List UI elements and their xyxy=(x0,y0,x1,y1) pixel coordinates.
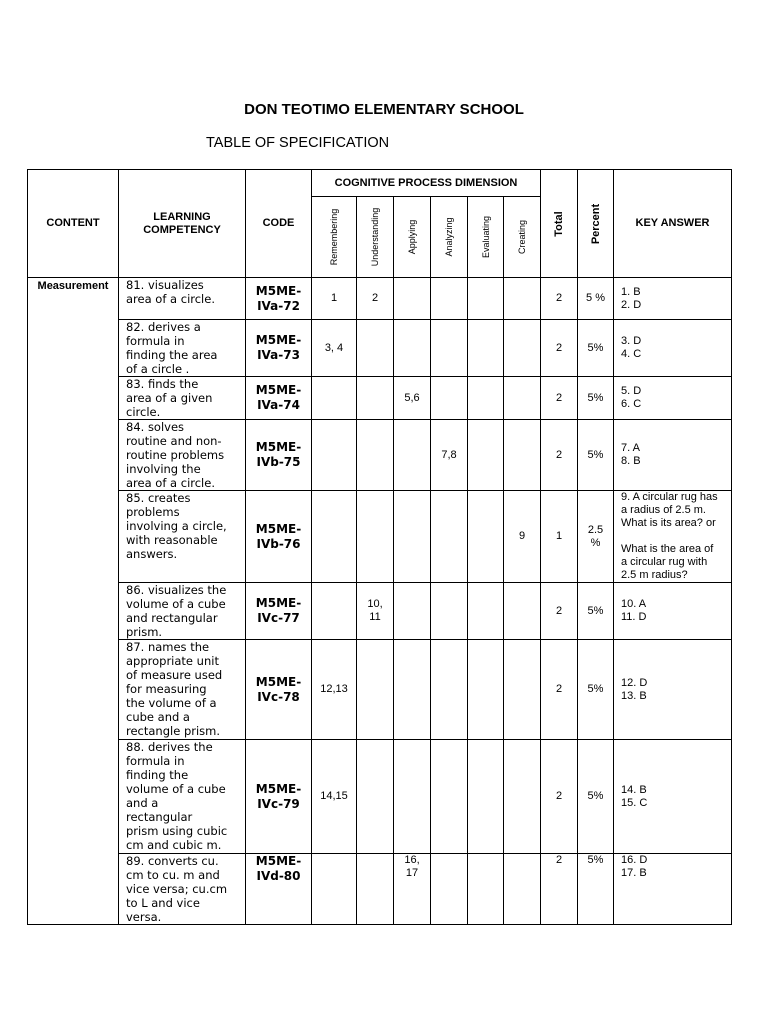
percent-cell xyxy=(578,583,614,640)
code-line: M5ME- xyxy=(255,674,302,689)
understanding-cell xyxy=(357,583,394,640)
applying-item: 17 xyxy=(405,867,419,879)
key-answer-line: 12. D xyxy=(621,676,648,689)
key-answer-line: 16. D xyxy=(621,854,648,866)
key-answer-line: 2. D xyxy=(621,298,642,311)
competency-line: rectangle prism. xyxy=(126,724,221,738)
key-answer-line: What is the area of xyxy=(621,543,714,555)
analyzing-cell xyxy=(431,740,468,854)
school-name: DON TEOTIMO ELEMENTARY SCHOOL xyxy=(244,101,524,118)
remembering-cell xyxy=(312,583,357,640)
key-answer-line: 4. C xyxy=(621,348,642,360)
competency-line: routine and non- xyxy=(126,434,222,448)
code-cell xyxy=(246,854,312,925)
code-line: M5ME- xyxy=(255,283,302,298)
competency-line: prism. xyxy=(126,625,163,639)
competency-line: routine problems xyxy=(126,448,225,462)
understanding-cell xyxy=(357,740,394,854)
total-header-label: Total xyxy=(553,210,565,237)
key-answer-line: 15. C xyxy=(621,796,648,809)
percent-cell xyxy=(578,420,614,491)
key-answer-cell xyxy=(614,377,732,420)
key-answer-cell xyxy=(614,854,732,925)
competency-line: area of a given xyxy=(126,391,213,405)
competency-line: 89. converts cu. xyxy=(126,854,219,868)
understanding-cell xyxy=(357,278,394,320)
level-label: Evaluating xyxy=(480,215,491,259)
total-cell: 2 xyxy=(541,740,578,854)
code-header: CODE xyxy=(246,170,312,278)
code-line: M5ME- xyxy=(255,596,302,610)
table-row xyxy=(28,583,732,640)
code-line: M5ME- xyxy=(255,333,302,347)
analyzing-cell xyxy=(431,491,468,583)
understanding-item: 2 xyxy=(371,292,379,304)
remembering-cell xyxy=(312,377,357,420)
code-line: IVb-76 xyxy=(256,536,301,551)
key-answer-line xyxy=(621,530,727,543)
table-row xyxy=(28,377,732,420)
code-line: M5ME- xyxy=(255,383,302,397)
key-answer-line: What is its area? or xyxy=(621,517,716,529)
competency-line: 87. names the xyxy=(126,640,210,654)
creating-cell xyxy=(504,640,541,740)
code-line: M5ME- xyxy=(255,440,302,454)
competency-cell xyxy=(119,320,246,377)
remembering-item: 12,13 xyxy=(320,683,348,695)
code-line: IVc-77 xyxy=(257,611,300,625)
percent-line: 5% xyxy=(587,604,604,617)
competency-cell xyxy=(119,583,246,640)
competency-line: involving the xyxy=(126,462,201,476)
header-row-1 xyxy=(28,170,732,197)
creating-cell xyxy=(504,278,541,320)
remembering-cell xyxy=(312,420,357,491)
percent-line: % xyxy=(590,536,601,549)
competency-line: area of a circle. xyxy=(126,476,215,490)
competency-line: formula in xyxy=(126,754,185,768)
competency-line: problems xyxy=(126,505,180,519)
total-cell: 2 xyxy=(541,320,578,377)
competency-line: finding the xyxy=(126,768,189,782)
key-answer-header: KEY ANSWER xyxy=(614,170,732,278)
total-header xyxy=(541,170,578,278)
competency-line: 83. finds the xyxy=(126,377,199,391)
percent-line: 5% xyxy=(587,341,604,354)
percent-line: 5% xyxy=(587,391,604,404)
competency-line: formula in xyxy=(126,334,185,348)
level-creating xyxy=(504,197,541,278)
code-line: IVa-72 xyxy=(257,298,300,313)
competency-line: the volume of a xyxy=(126,696,217,710)
competency-line: volume of a cube xyxy=(126,782,226,796)
competency-line: 84. solves xyxy=(126,420,185,434)
key-answer-line: 5. D xyxy=(621,385,642,397)
total-cell: 2 xyxy=(541,420,578,491)
code-cell xyxy=(246,377,312,420)
table-row xyxy=(28,640,732,740)
applying-cell xyxy=(394,420,431,491)
remembering-item: 1 xyxy=(330,292,338,304)
code-line: IVa-74 xyxy=(257,398,300,412)
code-line: M5ME- xyxy=(255,854,302,868)
applying-cell xyxy=(394,583,431,640)
competency-line: 85. creates xyxy=(126,491,191,505)
competency-cell xyxy=(119,377,246,420)
competency-cell xyxy=(119,640,246,740)
content-header: CONTENT xyxy=(28,170,119,278)
competency-line: vice versa; cu.cm xyxy=(126,882,228,896)
competency-line: of measure used xyxy=(126,668,223,682)
evaluating-cell xyxy=(468,740,504,854)
level-understanding xyxy=(357,197,394,278)
key-answer-line: 10. A xyxy=(621,598,647,610)
competency-line: involving a circle, xyxy=(126,519,227,533)
total-cell: 2 xyxy=(541,377,578,420)
code-line: IVc-78 xyxy=(257,689,300,704)
level-label: Remembering xyxy=(329,208,339,266)
table-row xyxy=(28,491,732,583)
level-analyzing xyxy=(431,197,468,278)
level-label: Analyzing xyxy=(444,217,454,257)
key-answer-cell xyxy=(614,320,732,377)
code-cell xyxy=(246,278,312,320)
evaluating-cell xyxy=(468,377,504,420)
competency-line: rectangular xyxy=(126,810,193,824)
competency-cell xyxy=(119,420,246,491)
analyzing-cell xyxy=(431,320,468,377)
remembering-cell xyxy=(312,320,357,377)
percent-cell xyxy=(578,491,614,583)
key-answer-line: 13. B xyxy=(621,689,647,702)
understanding-item: 10, xyxy=(367,598,383,610)
understanding-cell xyxy=(357,377,394,420)
percent-header xyxy=(578,170,614,278)
competency-line: to L and vice xyxy=(126,896,200,910)
creating-cell xyxy=(504,491,541,583)
evaluating-cell xyxy=(468,583,504,640)
code-cell xyxy=(246,420,312,491)
competency-cell xyxy=(119,740,246,854)
applying-cell xyxy=(394,320,431,377)
analyzing-item: 7,8 xyxy=(441,448,457,461)
key-answer-cell xyxy=(614,740,732,854)
code-line: M5ME- xyxy=(255,521,302,536)
code-cell xyxy=(246,491,312,583)
analyzing-cell xyxy=(431,377,468,420)
percent-line: 5% xyxy=(587,790,604,802)
code-line: IVc-79 xyxy=(257,796,300,811)
code-line: IVa-73 xyxy=(257,348,300,362)
remembering-item: 3, 4 xyxy=(324,341,344,354)
creating-cell xyxy=(504,377,541,420)
creating-cell xyxy=(504,854,541,925)
competency-line: of a circle . xyxy=(126,362,190,376)
cognitive-process-header: COGNITIVE PROCESS DIMENSION xyxy=(312,170,541,197)
key-answer-line: 9. A circular rug has xyxy=(621,491,718,503)
level-label: Applying xyxy=(407,219,417,255)
competency-line: cube and a xyxy=(126,710,190,724)
key-answer-line: 3. D xyxy=(621,335,642,347)
percent-header-label: Percent xyxy=(589,203,602,244)
creating-item: 9 xyxy=(518,530,526,542)
competency-line: 86. visualizes the xyxy=(126,583,227,597)
evaluating-cell xyxy=(468,420,504,491)
percent-cell xyxy=(578,640,614,740)
applying-cell xyxy=(394,377,431,420)
key-answer-line: 7. A xyxy=(621,442,640,454)
total-cell: 2 xyxy=(541,854,578,925)
percent-cell xyxy=(578,278,614,320)
table-row xyxy=(28,420,732,491)
analyzing-cell xyxy=(431,278,468,320)
key-answer-cell xyxy=(614,420,732,491)
key-answer-line: a radius of 2.5 m. xyxy=(621,504,706,516)
competency-line: and a xyxy=(126,796,159,810)
applying-item: 5,6 xyxy=(404,391,420,404)
key-answer-line: 2.5 m radius? xyxy=(621,569,688,581)
competency-cell xyxy=(119,491,246,583)
total-cell: 2 xyxy=(541,583,578,640)
evaluating-cell xyxy=(468,640,504,740)
percent-line: 5 % xyxy=(586,292,605,304)
analyzing-cell xyxy=(431,854,468,925)
document-title: TABLE OF SPECIFICATION xyxy=(206,135,390,151)
creating-cell xyxy=(504,320,541,377)
competency-line: area of a circle. xyxy=(126,292,215,306)
understanding-cell xyxy=(357,491,394,583)
key-answer-line: 8. B xyxy=(621,455,641,467)
competency-cell xyxy=(119,278,246,320)
creating-cell xyxy=(504,740,541,854)
understanding-cell xyxy=(357,320,394,377)
key-answer-line: 1. B xyxy=(621,285,641,298)
competency-line: answers. xyxy=(126,547,178,561)
code-line: IVb-75 xyxy=(256,455,301,469)
table-row xyxy=(28,320,732,377)
percent-line: 5% xyxy=(587,683,604,695)
table-body xyxy=(28,278,732,925)
competency-line: 82. derives a xyxy=(126,320,201,334)
total-cell: 1 xyxy=(541,491,578,583)
applying-cell xyxy=(394,640,431,740)
remembering-item: 14,15 xyxy=(320,790,348,802)
level-evaluating xyxy=(468,197,504,278)
level-remembering xyxy=(312,197,357,278)
percent-cell xyxy=(578,320,614,377)
applying-cell xyxy=(394,740,431,854)
remembering-cell xyxy=(312,854,357,925)
evaluating-cell xyxy=(468,854,504,925)
percent-line: 5% xyxy=(587,448,604,461)
competency-line: for measuring xyxy=(126,682,207,696)
table-row xyxy=(28,740,732,854)
competency-line: with reasonable xyxy=(126,533,218,547)
code-cell xyxy=(246,583,312,640)
code-line: IVd-80 xyxy=(256,869,301,883)
understanding-cell xyxy=(357,420,394,491)
code-cell xyxy=(246,740,312,854)
remembering-cell xyxy=(312,640,357,740)
percent-cell xyxy=(578,740,614,854)
competency-header-line2: COMPETENCY xyxy=(143,223,221,236)
understanding-item: 11 xyxy=(369,611,381,623)
analyzing-cell xyxy=(431,583,468,640)
table-row xyxy=(28,278,732,320)
analyzing-cell xyxy=(431,640,468,740)
key-answer-line: 6. C xyxy=(621,398,642,410)
evaluating-cell xyxy=(468,491,504,583)
competency-cell xyxy=(119,854,246,925)
table-row xyxy=(28,854,732,925)
key-answer-line: a circular rug with xyxy=(621,556,708,568)
competency-line: appropriate unit xyxy=(126,654,219,668)
code-cell xyxy=(246,640,312,740)
competency-header-line1: LEARNING xyxy=(153,210,211,223)
competency-line: cm and cubic m. xyxy=(126,838,222,852)
competency-line: volume of a cube xyxy=(126,597,226,611)
applying-cell xyxy=(394,491,431,583)
percent-cell xyxy=(578,854,614,925)
applying-cell xyxy=(394,854,431,925)
total-cell: 2 xyxy=(541,640,578,740)
key-answer-cell xyxy=(614,278,732,320)
creating-cell xyxy=(504,583,541,640)
competency-line: 81. visualizes xyxy=(126,278,204,292)
key-answer-line: 11. D xyxy=(621,611,647,623)
key-answer-cell xyxy=(614,583,732,640)
remembering-cell xyxy=(312,491,357,583)
level-label: Creating xyxy=(517,219,527,255)
key-answer-cell xyxy=(614,640,732,740)
competency-line: 88. derives the xyxy=(126,740,213,754)
code-cell xyxy=(246,320,312,377)
competency-line: finding the area xyxy=(126,348,218,362)
percent-line: 5% xyxy=(587,854,604,866)
competency-header xyxy=(119,170,246,278)
creating-cell xyxy=(504,420,541,491)
evaluating-cell xyxy=(468,320,504,377)
understanding-cell xyxy=(357,854,394,925)
competency-line: circle. xyxy=(126,405,161,419)
analyzing-cell xyxy=(431,420,468,491)
content-cell: Measurement xyxy=(28,278,119,925)
percent-cell xyxy=(578,377,614,420)
key-answer-cell xyxy=(614,491,732,583)
competency-line: cm to cu. m and xyxy=(126,868,220,882)
competency-line: versa. xyxy=(126,910,162,924)
specification-table xyxy=(27,169,732,925)
applying-cell xyxy=(394,278,431,320)
percent-line: 2.5 xyxy=(587,523,604,536)
understanding-cell xyxy=(357,640,394,740)
applying-item: 16, xyxy=(404,854,420,866)
level-applying xyxy=(394,197,431,278)
evaluating-cell xyxy=(468,278,504,320)
total-cell: 2 xyxy=(541,278,578,320)
remembering-cell xyxy=(312,278,357,320)
competency-line: prism using cubic xyxy=(126,824,228,838)
level-label: Understanding xyxy=(370,207,380,267)
key-answer-line: 17. B xyxy=(621,867,647,879)
code-line: M5ME- xyxy=(255,781,302,796)
remembering-cell xyxy=(312,740,357,854)
key-answer-line: 14. B xyxy=(621,783,647,796)
competency-line: and rectangular xyxy=(126,611,218,625)
